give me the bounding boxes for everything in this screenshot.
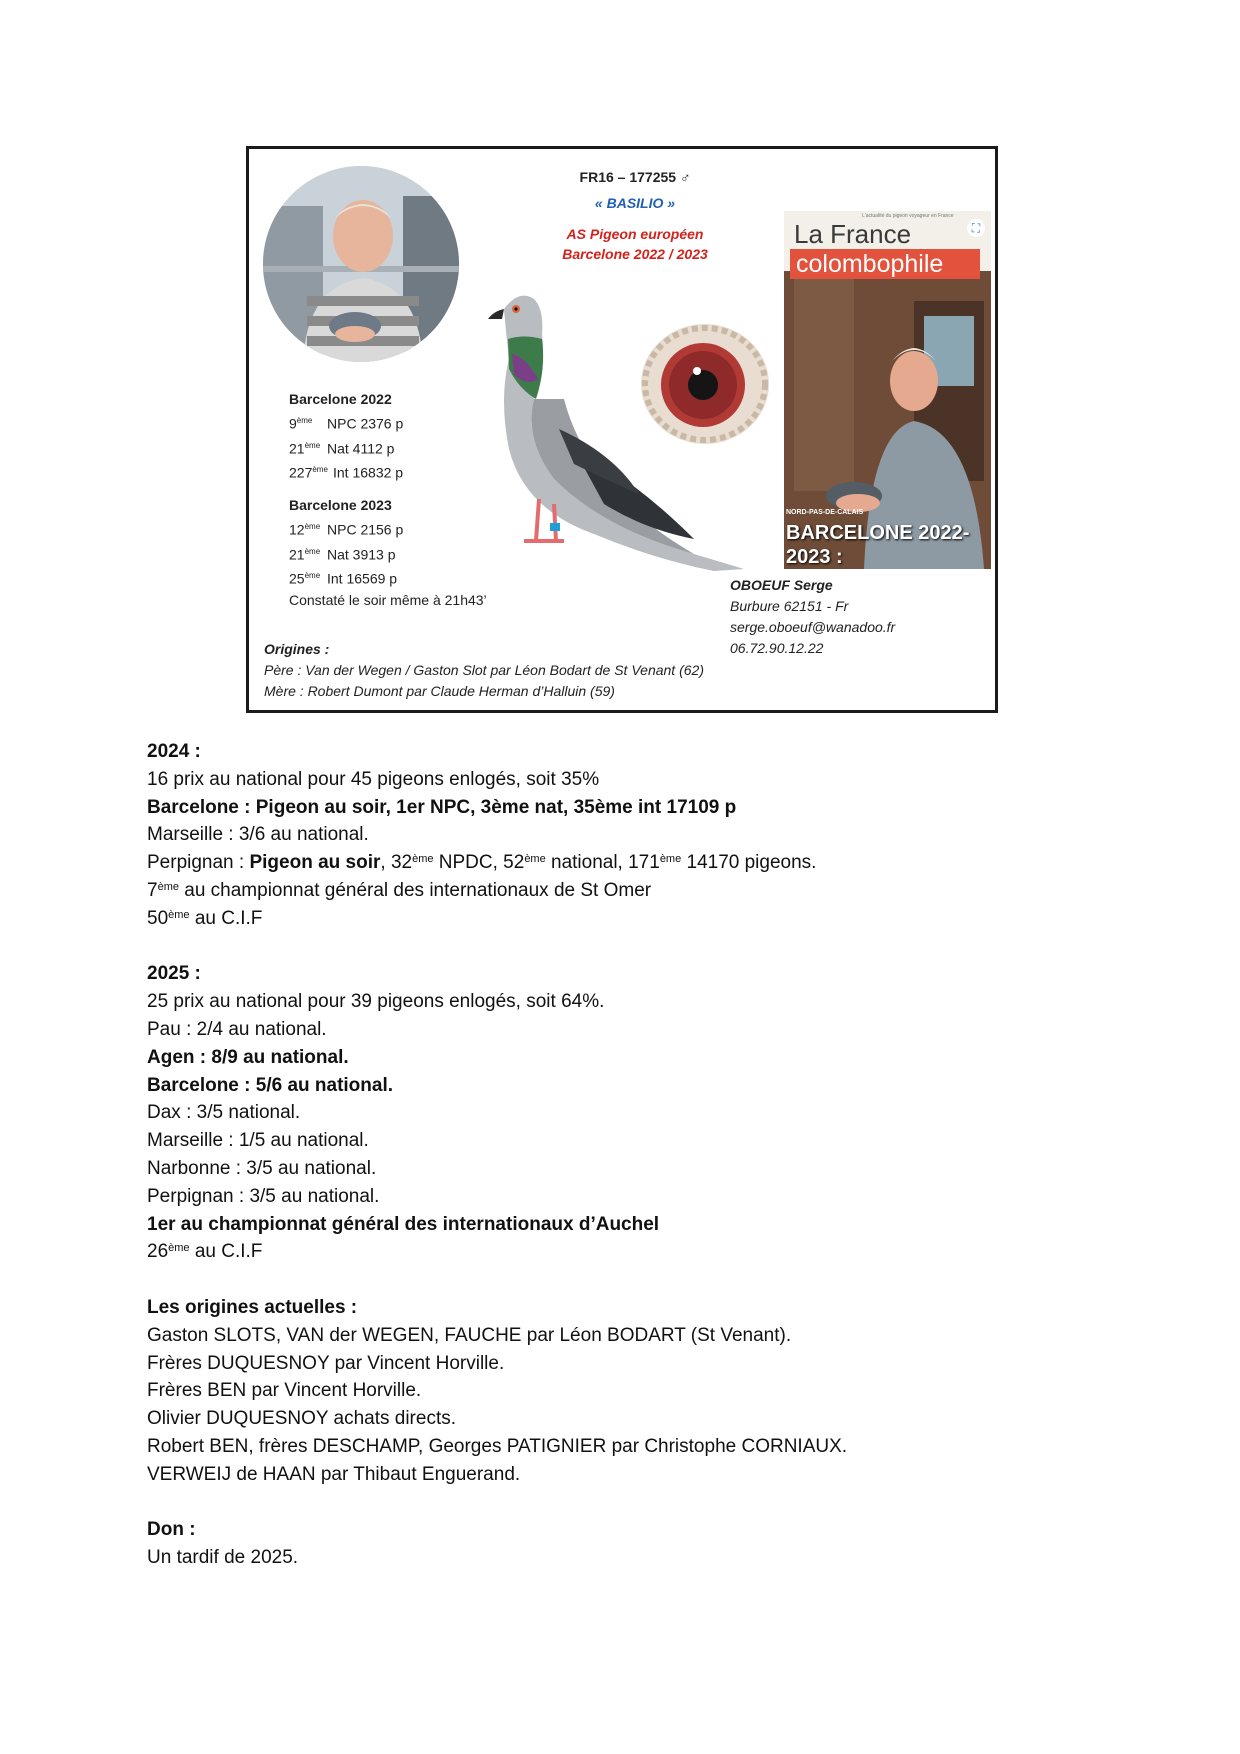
pigeon-origins [264,639,704,702]
text-line: Barcelone : 5/6 au national. [147,1074,394,1096]
result-row: 21ème Nat 3913 p [289,546,396,563]
result-row: 12ème NPC 2156 p [289,521,404,538]
text-line: Agen : 8/9 au national. [147,1046,349,1068]
breeder-name: OBOEUF Serge [730,577,833,593]
text-line: 25 prix au national pour 39 pigeons enlogés, soit 64%. [147,991,605,1013]
text-line: Narbonne : 3/5 au national. [147,1157,377,1179]
poster-title-line-2: Barcelone 2022 / 2023 [562,246,708,262]
results-2022-heading: Barcelone 2022 [289,391,392,407]
breeder-email: serge.oboeuf@wanadoo.fr [730,619,896,635]
text-line: Barcelone : Pigeon au soir, 1er NPC, 3ème nat, 35ème int 17109 p [147,796,737,818]
text-line: Gaston SLOTS, VAN der WEGEN, FAUCHE par Léon BODART (St Venant). [147,1324,792,1346]
result-row: 227ème Int 16832 p [289,464,404,481]
text-line: Perpignan : 3/5 au national. [147,1185,380,1207]
text-line: Olivier DUQUESNOY achats directs. [147,1408,457,1430]
magazine-cover [784,211,991,569]
document-body [147,738,1147,1572]
origins-mother: Mère : Robert Dumont par Claude Herman d’Halluin (59) [264,683,615,699]
results-2023 [289,495,487,611]
breeder-portrait-photo [263,166,459,362]
magazine-title: La France [794,219,912,249]
breeder-contact [730,575,895,659]
breeder-phone: 06.72.90.12.22 [730,640,824,656]
text-line: 50ème au C.I.F [147,907,263,929]
result-row: 25ème Int 16569 p [289,570,398,587]
text-line: Marseille : 3/6 au national. [147,824,369,846]
magazine-tagline: L'actualité du pigeon voyageur en France [862,213,954,219]
text-line: Un tardif de 2025. [147,1547,299,1569]
section-heading-2024: 2024 : [147,741,201,762]
text-line: 7ème au championnat général des internationaux de St Omer [147,879,652,901]
result-note: Constaté le soir même à 21h43’ [289,591,487,608]
result-row: 9ème NPC 2376 p [289,415,404,432]
text-line: Pau : 2/4 au national. [147,1018,327,1040]
pigeon-name: « BASILIO » [594,195,676,211]
pigeon-eye-photo [637,319,773,449]
magazine-headline-line-1: BARCELONE 2022-2023 : [786,522,970,568]
text-line: 1er au championnat général des internationaux d’Auchel [147,1213,660,1235]
pigeon-poster [246,146,998,713]
result-row: 21ème Nat 4112 p [289,440,395,457]
expand-icon[interactable]: ⛶ [967,219,985,237]
origins-father: Père : Van der Wegen / Gaston Slot par Léon Bodart de St Venant (62) [264,662,704,678]
text-line: 26ème au C.I.F [147,1241,263,1263]
text-line: Robert BEN, frères DESCHAMP, Georges PATIGNIER par Christophe CORNIAUX. [147,1435,848,1457]
section-heading-don: Don : [147,1519,196,1541]
text-line: Dax : 3/5 national. [147,1102,301,1124]
section-heading-2025: 2025 : [147,963,201,985]
text-line: Marseille : 1/5 au national. [147,1130,369,1152]
text-line: Perpignan : Pigeon au soir, 32ème NPDC, 52ème national, 171ème 14170 pigeons. [147,852,817,874]
text-line: VERWEIJ de HAAN par Thibaut Enguerand. [147,1463,521,1485]
magazine-headline [786,521,986,569]
origins-heading: Origines : [264,641,330,657]
ring-number: FR16 – 177255 ♂ [579,169,691,185]
section-heading-origins: Les origines actuelles : [147,1296,358,1318]
breeder-address: Burbure 62151 - Fr [730,598,849,614]
magazine-subtitle: colombophile [790,249,980,279]
magazine-kicker: NORD-PAS-DE-CALAIS [786,509,864,516]
results-2022 [289,389,403,484]
text-line: 16 prix au national pour 45 pigeons enlogés, soit 35% [147,768,600,790]
results-2023-heading: Barcelone 2023 [289,497,392,513]
text-line: Frères BEN par Vincent Horville. [147,1380,422,1402]
poster-title-line-1: AS Pigeon européen [566,226,704,242]
text-line: Frères DUQUESNOY par Vincent Horville. [147,1352,505,1374]
